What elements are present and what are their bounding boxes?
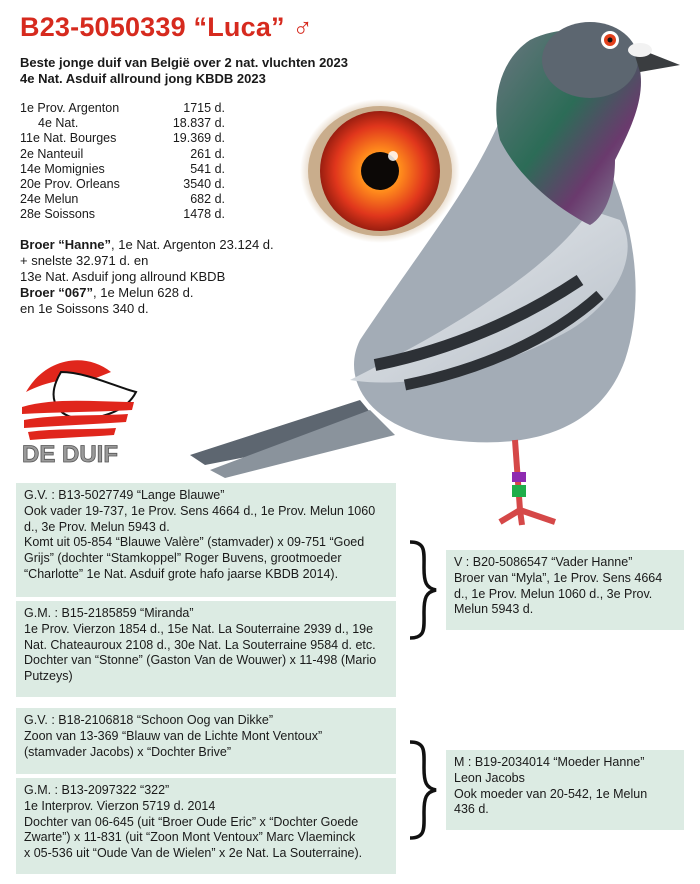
panel-line: G.M. : B15-2185859 “Miranda” [24, 606, 194, 620]
brother-line: en 1e Soissons 340 d. [20, 301, 149, 316]
panel-line: Putzeys) [24, 669, 73, 684]
brother-line: 13e Nat. Asduif jong allround KBDB [20, 269, 226, 284]
subtitle-line: Beste jonge duif van België over 2 nat. vluchten 2023 [20, 55, 348, 70]
result-count: 3540 d. [183, 177, 225, 192]
panel-line: G.V. : B13-5027749 “Lange Blauwe” [24, 488, 225, 502]
page-title: B23-5050339 “Luca” ♂ [20, 12, 313, 42]
mother-panel [446, 750, 684, 830]
father-panel [446, 550, 684, 630]
brother-name: Broer “Hanne” [20, 237, 112, 252]
result-count: 261 d. [190, 146, 225, 161]
panel-line: Dochter van 06-645 (uit “Broer Oude Eric” x “Dochter Goede [24, 814, 359, 829]
pigeon-image [170, 10, 690, 530]
result-count: 19.369 d. [172, 131, 225, 146]
panel-line: (stamvader Jacobs) x “Dochter Brive” [24, 744, 232, 759]
result-count: 1478 d. [183, 207, 225, 222]
de-duif-logo [16, 352, 146, 467]
grandfather-maternal-panel [16, 708, 396, 774]
result-race: 14e Momignies [20, 161, 105, 176]
panel-line: G.M. : B13-2097322 “322” [24, 783, 170, 797]
result-count: 1715 d. [183, 101, 225, 115]
brother-text: , 1e Melun 628 d. [92, 285, 194, 300]
panel-line: G.V. : B18-2106818 “Schoon Oog van Dikke” [24, 713, 273, 727]
panel-line: Ook vader 19-737, 1e Prov. Sens 4664 d., 1e Prov. Melun 1060 [24, 503, 376, 518]
result-race: 1e Prov. Argenton [20, 101, 120, 115]
result-race: 4e Nat. [38, 116, 79, 131]
logo-text: DE DUIF [22, 441, 118, 467]
brace-icon [404, 538, 440, 642]
result-count: 18.837 d. [172, 116, 225, 131]
panel-line: Grijs” (dochter “Stamkoppel” Roger Buvens, grootmoeder [24, 551, 342, 566]
panel-line: x 05-536 uit “Oude Van de Wielen” x 2e Nat. La Souterraine). [24, 846, 363, 861]
result-race: 2e Nanteuil [20, 146, 84, 161]
panel-line: Broer van “Myla”, 1e Prov. Sens 4664 [454, 570, 663, 585]
result-count: 541 d. [190, 161, 225, 176]
result-race: 11e Nat. Bourges [20, 131, 117, 146]
panel-line: V : B20-5086547 “Vader Hanne” [454, 555, 633, 569]
panel-line: Nat. Chateauroux 2108 d., 30e Nat. La Souterraine 9584 d. etc. [24, 637, 376, 652]
brother-name: Broer “067” [20, 285, 93, 300]
result-race: 20e Prov. Orleans [20, 177, 120, 192]
panel-line: Komt uit 05-854 “Blauwe Valère” (stamvader) x 09-751 “Goed [24, 535, 365, 550]
subtitle-line: 4e Nat. Asduif allround jong KBDB 2023 [20, 71, 266, 86]
brother-line: + snelste 32.971 d. en [20, 253, 149, 268]
panel-line: Zoon van 13-369 “Blauw van de Lichte Mont Ventoux” [24, 728, 323, 743]
panel-line: 1e Interprov. Vierzon 5719 d. 2014 [24, 798, 216, 813]
grandmother-maternal-panel [16, 778, 396, 874]
grandmother-paternal-panel [16, 601, 396, 697]
result-race: 28e Soissons [20, 207, 96, 222]
panel-line: 1e Prov. Vierzon 1854 d., 15e Nat. La Souterraine 2939 d., 19e [24, 621, 374, 636]
panel-line: Zwarte”) x 11-831 (uit “Zoon Mont Ventoux” Marc Vlaeminck [24, 830, 356, 845]
brace-icon [404, 738, 440, 842]
result-race: 24e Melun [20, 192, 79, 207]
panel-line: M : B19-2034014 “Moeder Hanne” [454, 755, 645, 769]
panel-line: Melun 5943 d. [454, 602, 534, 617]
panel-line: Leon Jacobs [454, 770, 525, 785]
grandfather-paternal-panel [16, 483, 396, 597]
panel-line: Dochter van “Stonne” (Gaston Van de Wouwer) x 11-498 (Mario [24, 653, 377, 668]
brother-text: , 1e Nat. Argenton 23.124 d. [111, 237, 274, 252]
panel-line: d., 1e Prov. Melun 1060 d., 3e Prov. [454, 586, 653, 601]
panel-line: 436 d. [454, 802, 489, 817]
panel-line: d., 3e Prov. Melun 5943 d. [24, 519, 170, 534]
result-count: 682 d. [190, 192, 225, 207]
panel-line: Ook moeder van 20-542, 1e Melun [454, 786, 648, 801]
panel-line: “Charlotte” 1e Nat. Asduif grote hafo jaarse KBDB 2014). [24, 566, 339, 581]
